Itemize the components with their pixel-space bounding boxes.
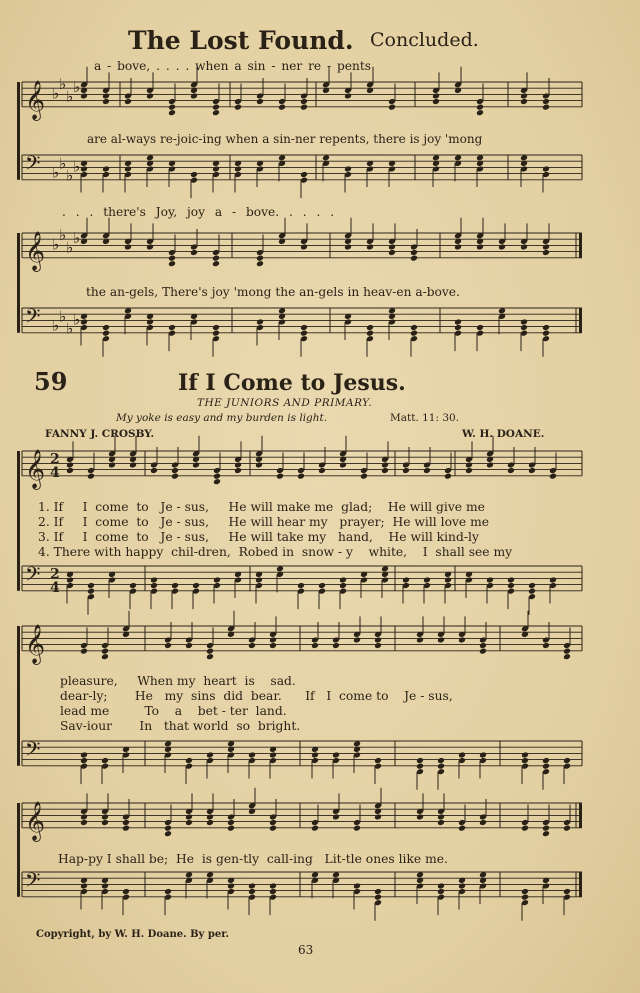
- notehead: [129, 582, 137, 589]
- notehead: [248, 642, 256, 649]
- notehead: [108, 461, 116, 468]
- notehead: [87, 588, 95, 595]
- notehead: [311, 642, 319, 649]
- notehead: [80, 882, 88, 889]
- notehead: [124, 98, 132, 105]
- notehead: [164, 825, 172, 832]
- notehead: [212, 255, 220, 262]
- notehead: [206, 653, 214, 660]
- notehead: [542, 830, 550, 837]
- notehead: [150, 576, 158, 583]
- page-number: 63: [298, 943, 314, 957]
- notehead: [146, 243, 154, 250]
- notehead: [563, 648, 571, 655]
- notehead: [542, 324, 550, 331]
- notehead: [549, 473, 557, 480]
- bass-clef-icon: 𝄢: [25, 868, 41, 897]
- notehead: [101, 882, 109, 889]
- notehead: [521, 825, 529, 832]
- flat-icon: ♭: [66, 238, 74, 257]
- notehead: [227, 882, 235, 889]
- notehead: [234, 467, 242, 474]
- notehead: [66, 467, 74, 474]
- notehead: [297, 473, 305, 480]
- notehead: [476, 104, 484, 111]
- notehead: [402, 467, 410, 474]
- notehead: [563, 653, 571, 660]
- notehead: [479, 819, 487, 826]
- notehead: [269, 751, 277, 758]
- system-bracket: [17, 451, 20, 591]
- notehead: [388, 104, 396, 111]
- lyric-line: Hap-py I shall be; He is gen-tly call-ing Lit-tle ones like me.: [58, 852, 448, 866]
- notehead: [311, 751, 319, 758]
- notehead: [521, 888, 529, 895]
- notehead: [374, 888, 382, 895]
- notehead: [521, 751, 529, 758]
- notehead: [206, 813, 214, 820]
- notehead: [234, 104, 242, 111]
- notehead: [444, 576, 452, 583]
- notehead: [332, 751, 340, 758]
- notehead: [465, 461, 473, 468]
- time-signature-top: 2: [50, 566, 60, 583]
- treble-clef-icon: 𝄞: [25, 800, 46, 841]
- notehead: [101, 653, 109, 660]
- notehead: [122, 819, 130, 826]
- notehead: [102, 330, 110, 337]
- notehead: [80, 165, 88, 172]
- lyric-line: the an-gels, There's joy 'mong the an-gels in heav-en a-bove.: [86, 285, 460, 299]
- notehead: [542, 98, 550, 105]
- notehead: [410, 330, 418, 337]
- flat-icon: ♭: [66, 319, 74, 338]
- notehead: [102, 324, 110, 331]
- notehead: [507, 467, 515, 474]
- notehead: [423, 576, 431, 583]
- notehead: [416, 636, 424, 643]
- notehead: [190, 171, 198, 178]
- lyric-line: are al-ways re-joic-ing when a sin-ner repents, there is joy 'mong: [87, 132, 483, 146]
- notehead: [185, 819, 193, 826]
- notehead: [437, 888, 445, 895]
- notehead: [520, 324, 528, 331]
- flat-icon: ♭: [59, 154, 67, 173]
- notehead: [122, 888, 130, 895]
- notehead: [366, 243, 374, 250]
- notehead: [542, 104, 550, 111]
- system-bracket: [17, 626, 20, 766]
- notehead: [353, 882, 361, 889]
- notehead: [353, 636, 361, 643]
- notehead: [206, 751, 214, 758]
- notehead: [269, 819, 277, 826]
- notehead: [416, 813, 424, 820]
- notehead: [339, 582, 347, 589]
- notehead: [190, 249, 198, 256]
- notehead: [300, 324, 308, 331]
- notehead: [416, 757, 424, 764]
- notehead: [344, 165, 352, 172]
- notehead: [374, 757, 382, 764]
- notehead: [192, 582, 200, 589]
- notehead: [248, 751, 256, 758]
- flat-icon: ♭: [73, 78, 81, 97]
- verse-1-line-1: 1. If I come to Je - sus, He will make me glad; He will give me: [38, 500, 485, 514]
- notehead: [146, 92, 154, 99]
- bass-clef-icon: 𝄢: [25, 562, 41, 591]
- notehead: [476, 109, 484, 116]
- notehead: [168, 109, 176, 116]
- notehead: [458, 825, 466, 832]
- notehead: [366, 330, 374, 337]
- notehead: [256, 98, 264, 105]
- notehead: [437, 763, 445, 770]
- flat-icon: ♭: [73, 157, 81, 176]
- notehead: [185, 757, 193, 764]
- notehead: [87, 582, 95, 589]
- notehead: [520, 318, 528, 325]
- notehead: [344, 92, 352, 99]
- flat-icon: ♭: [52, 84, 60, 103]
- notehead: [486, 576, 494, 583]
- notehead: [486, 461, 494, 468]
- notehead: [212, 324, 220, 331]
- notehead: [269, 882, 277, 889]
- treble-clef-icon: 𝄞: [25, 623, 46, 664]
- hymn-title-lost-found: The Lost Found.: [128, 26, 354, 55]
- composer-credit: W. H. DOANE.: [462, 428, 545, 440]
- notehead: [318, 582, 326, 589]
- notehead: [332, 813, 340, 820]
- notehead: [269, 636, 277, 643]
- notehead: [66, 576, 74, 583]
- notehead: [366, 324, 374, 331]
- notehead: [256, 255, 264, 262]
- notehead: [318, 467, 326, 474]
- notehead: [479, 751, 487, 758]
- verse-2-line-1: 2. If I come to Je - sus, He will hear my prayer; He will love me: [38, 515, 490, 529]
- notehead: [255, 461, 263, 468]
- notehead: [164, 830, 172, 837]
- notehead: [332, 642, 340, 649]
- notehead: [437, 757, 445, 764]
- notehead: [212, 109, 220, 116]
- system-bracket: [17, 233, 20, 333]
- bass-clef-icon: 𝄢: [25, 304, 41, 333]
- notehead: [374, 813, 382, 820]
- time-signature-bottom: 4: [50, 579, 60, 596]
- notehead: [374, 636, 382, 643]
- lyric-line: . . . there's Joy, joy a - bove. . . . .: [62, 205, 335, 219]
- notehead: [206, 819, 214, 826]
- bass-clef-icon: 𝄢: [25, 737, 41, 766]
- notehead: [300, 171, 308, 178]
- notehead: [80, 648, 88, 655]
- notehead: [124, 243, 132, 250]
- notehead: [185, 813, 193, 820]
- notehead: [311, 825, 319, 832]
- flat-icon: ♭: [73, 310, 81, 329]
- notehead: [213, 576, 221, 583]
- notehead: [410, 249, 418, 256]
- notehead: [454, 243, 462, 250]
- notehead: [521, 757, 529, 764]
- bass-clef-icon: 𝄢: [25, 151, 41, 180]
- notehead: [87, 473, 95, 480]
- notehead: [437, 813, 445, 820]
- notehead: [168, 255, 176, 262]
- notehead: [269, 642, 277, 649]
- notehead: [171, 467, 179, 474]
- notehead: [374, 642, 382, 649]
- notehead: [101, 813, 109, 820]
- notehead: [171, 473, 179, 480]
- system-bracket: [17, 803, 20, 897]
- notehead: [563, 888, 571, 895]
- notehead: [381, 461, 389, 468]
- hymn-number: 59: [34, 367, 68, 396]
- notehead: [276, 473, 284, 480]
- notehead: [150, 467, 158, 474]
- verse-3-line-2: lead me To a bet - ter land.: [60, 704, 287, 718]
- notehead: [454, 318, 462, 325]
- treble-clef-icon: 𝄞: [25, 448, 46, 489]
- scripture-text: My yoke is easy and my burden is light.: [116, 412, 328, 424]
- notehead: [542, 165, 550, 172]
- notehead: [122, 825, 130, 832]
- notehead: [437, 636, 445, 643]
- notehead: [248, 882, 256, 889]
- final-barline: [579, 308, 582, 333]
- notehead: [101, 648, 109, 655]
- notehead: [507, 582, 515, 589]
- notehead: [476, 324, 484, 331]
- notehead: [458, 882, 466, 889]
- final-barline: [579, 872, 582, 897]
- notehead: [563, 825, 571, 832]
- notehead: [542, 825, 550, 832]
- notehead: [388, 249, 396, 256]
- notehead: [256, 260, 264, 267]
- notehead: [507, 576, 515, 583]
- notehead: [278, 104, 286, 111]
- flat-icon: ♭: [59, 307, 67, 326]
- notehead: [297, 582, 305, 589]
- notehead: [80, 757, 88, 764]
- lyric-line: a - bove, . . . . when a sin - ner re - pents: [94, 59, 372, 73]
- treble-clef-icon: 𝄞: [25, 79, 46, 120]
- notehead: [542, 330, 550, 337]
- notehead: [432, 92, 440, 99]
- notehead: [458, 636, 466, 643]
- verse-1-line-2: pleasure, When my heart is sad.: [60, 674, 296, 688]
- treble-clef-icon: 𝄞: [25, 230, 46, 271]
- notehead: [458, 751, 466, 758]
- notehead: [381, 467, 389, 474]
- notehead: [80, 819, 88, 826]
- notehead: [520, 243, 528, 250]
- notehead: [102, 92, 110, 99]
- scripture-reference: Matt. 11: 30.: [390, 412, 460, 424]
- copyright-notice: Copyright, by W. H. Doane. By per.: [36, 929, 230, 940]
- notehead: [339, 576, 347, 583]
- notehead: [212, 260, 220, 267]
- author-credit: FANNY J. CROSBY.: [45, 428, 155, 440]
- notehead: [520, 98, 528, 105]
- verse-4-line-2: Sav-iour In that world so bright.: [60, 719, 301, 733]
- notehead: [102, 98, 110, 105]
- notehead: [129, 461, 137, 468]
- notehead: [388, 243, 396, 250]
- notehead: [432, 98, 440, 105]
- notehead: [339, 461, 347, 468]
- notehead: [269, 888, 277, 895]
- time-signature-top: 2: [50, 451, 60, 468]
- notehead: [479, 642, 487, 649]
- notehead: [192, 461, 200, 468]
- notehead: [528, 467, 536, 474]
- notehead: [102, 165, 110, 172]
- notehead: [454, 324, 462, 331]
- flat-icon: ♭: [59, 226, 67, 245]
- notehead: [256, 318, 264, 325]
- notehead: [542, 757, 550, 764]
- flat-icon: ♭: [52, 163, 60, 182]
- notehead: [185, 642, 193, 649]
- notehead: [80, 92, 88, 99]
- notehead: [206, 648, 214, 655]
- final-barline: [579, 233, 582, 258]
- notehead: [542, 763, 550, 770]
- notehead: [498, 243, 506, 250]
- flat-icon: ♭: [52, 316, 60, 335]
- notehead: [80, 318, 88, 325]
- notehead: [150, 582, 158, 589]
- hymn-title-if-i-come: If I Come to Jesus.: [178, 370, 406, 396]
- notehead: [164, 642, 172, 649]
- notehead: [269, 825, 277, 832]
- notehead: [255, 576, 263, 583]
- notehead: [213, 478, 221, 485]
- flat-icon: ♭: [59, 75, 67, 94]
- notehead: [542, 243, 550, 250]
- notehead: [124, 165, 132, 172]
- notehead: [528, 582, 536, 589]
- notehead: [360, 473, 368, 480]
- notehead: [164, 888, 172, 895]
- time-signature-bottom: 4: [50, 464, 60, 481]
- notehead: [227, 825, 235, 832]
- notehead: [444, 473, 452, 480]
- notehead: [171, 582, 179, 589]
- notehead: [549, 576, 557, 583]
- notehead: [437, 882, 445, 889]
- notehead: [234, 165, 242, 172]
- notehead: [212, 330, 220, 337]
- notehead: [213, 473, 221, 480]
- notehead: [423, 467, 431, 474]
- verse-4-line-1: 4. There with happy chil-dren, Robed in snow - y white, I shall see my: [38, 545, 513, 559]
- notehead: [353, 825, 361, 832]
- notehead: [168, 324, 176, 331]
- flat-icon: ♭: [66, 166, 74, 185]
- notehead: [168, 260, 176, 267]
- notehead: [410, 324, 418, 331]
- notehead: [437, 819, 445, 826]
- notehead: [520, 92, 528, 99]
- notehead: [410, 255, 418, 262]
- notehead: [212, 104, 220, 111]
- notehead: [146, 318, 154, 325]
- final-barline: [579, 803, 582, 828]
- notehead: [212, 165, 220, 172]
- verse-3-line-1: 3. If I come to Je - sus, He will take my hand, He will kind-ly: [38, 530, 479, 544]
- system-bracket: [17, 82, 20, 180]
- notehead: [300, 243, 308, 250]
- notehead: [66, 461, 74, 468]
- notehead: [300, 330, 308, 337]
- notehead: [168, 104, 176, 111]
- notehead: [374, 894, 382, 901]
- notehead: [234, 461, 242, 468]
- notehead: [101, 819, 109, 826]
- notehead: [300, 98, 308, 105]
- notehead: [80, 751, 88, 758]
- notehead: [227, 819, 235, 826]
- concluded-label: Concluded.: [370, 29, 479, 51]
- hymn-subtitle: THE JUNIORS AND PRIMARY.: [197, 397, 373, 409]
- flat-icon: ♭: [66, 87, 74, 106]
- verse-2-line-2: dear-ly; He my sins did bear. If I come to Je - sus,: [60, 689, 453, 703]
- notehead: [402, 576, 410, 583]
- notehead: [542, 249, 550, 256]
- notehead: [476, 243, 484, 250]
- notehead: [344, 243, 352, 250]
- notehead: [300, 104, 308, 111]
- notehead: [479, 648, 487, 655]
- notehead: [542, 642, 550, 649]
- flat-icon: ♭: [73, 229, 81, 248]
- notehead: [190, 92, 198, 99]
- notehead: [101, 757, 109, 764]
- notehead: [465, 467, 473, 474]
- notehead: [521, 894, 529, 901]
- flat-icon: ♭: [52, 235, 60, 254]
- notehead: [416, 763, 424, 770]
- notehead: [528, 588, 536, 595]
- notehead: [248, 888, 256, 895]
- notehead: [563, 757, 571, 764]
- notehead: [80, 813, 88, 820]
